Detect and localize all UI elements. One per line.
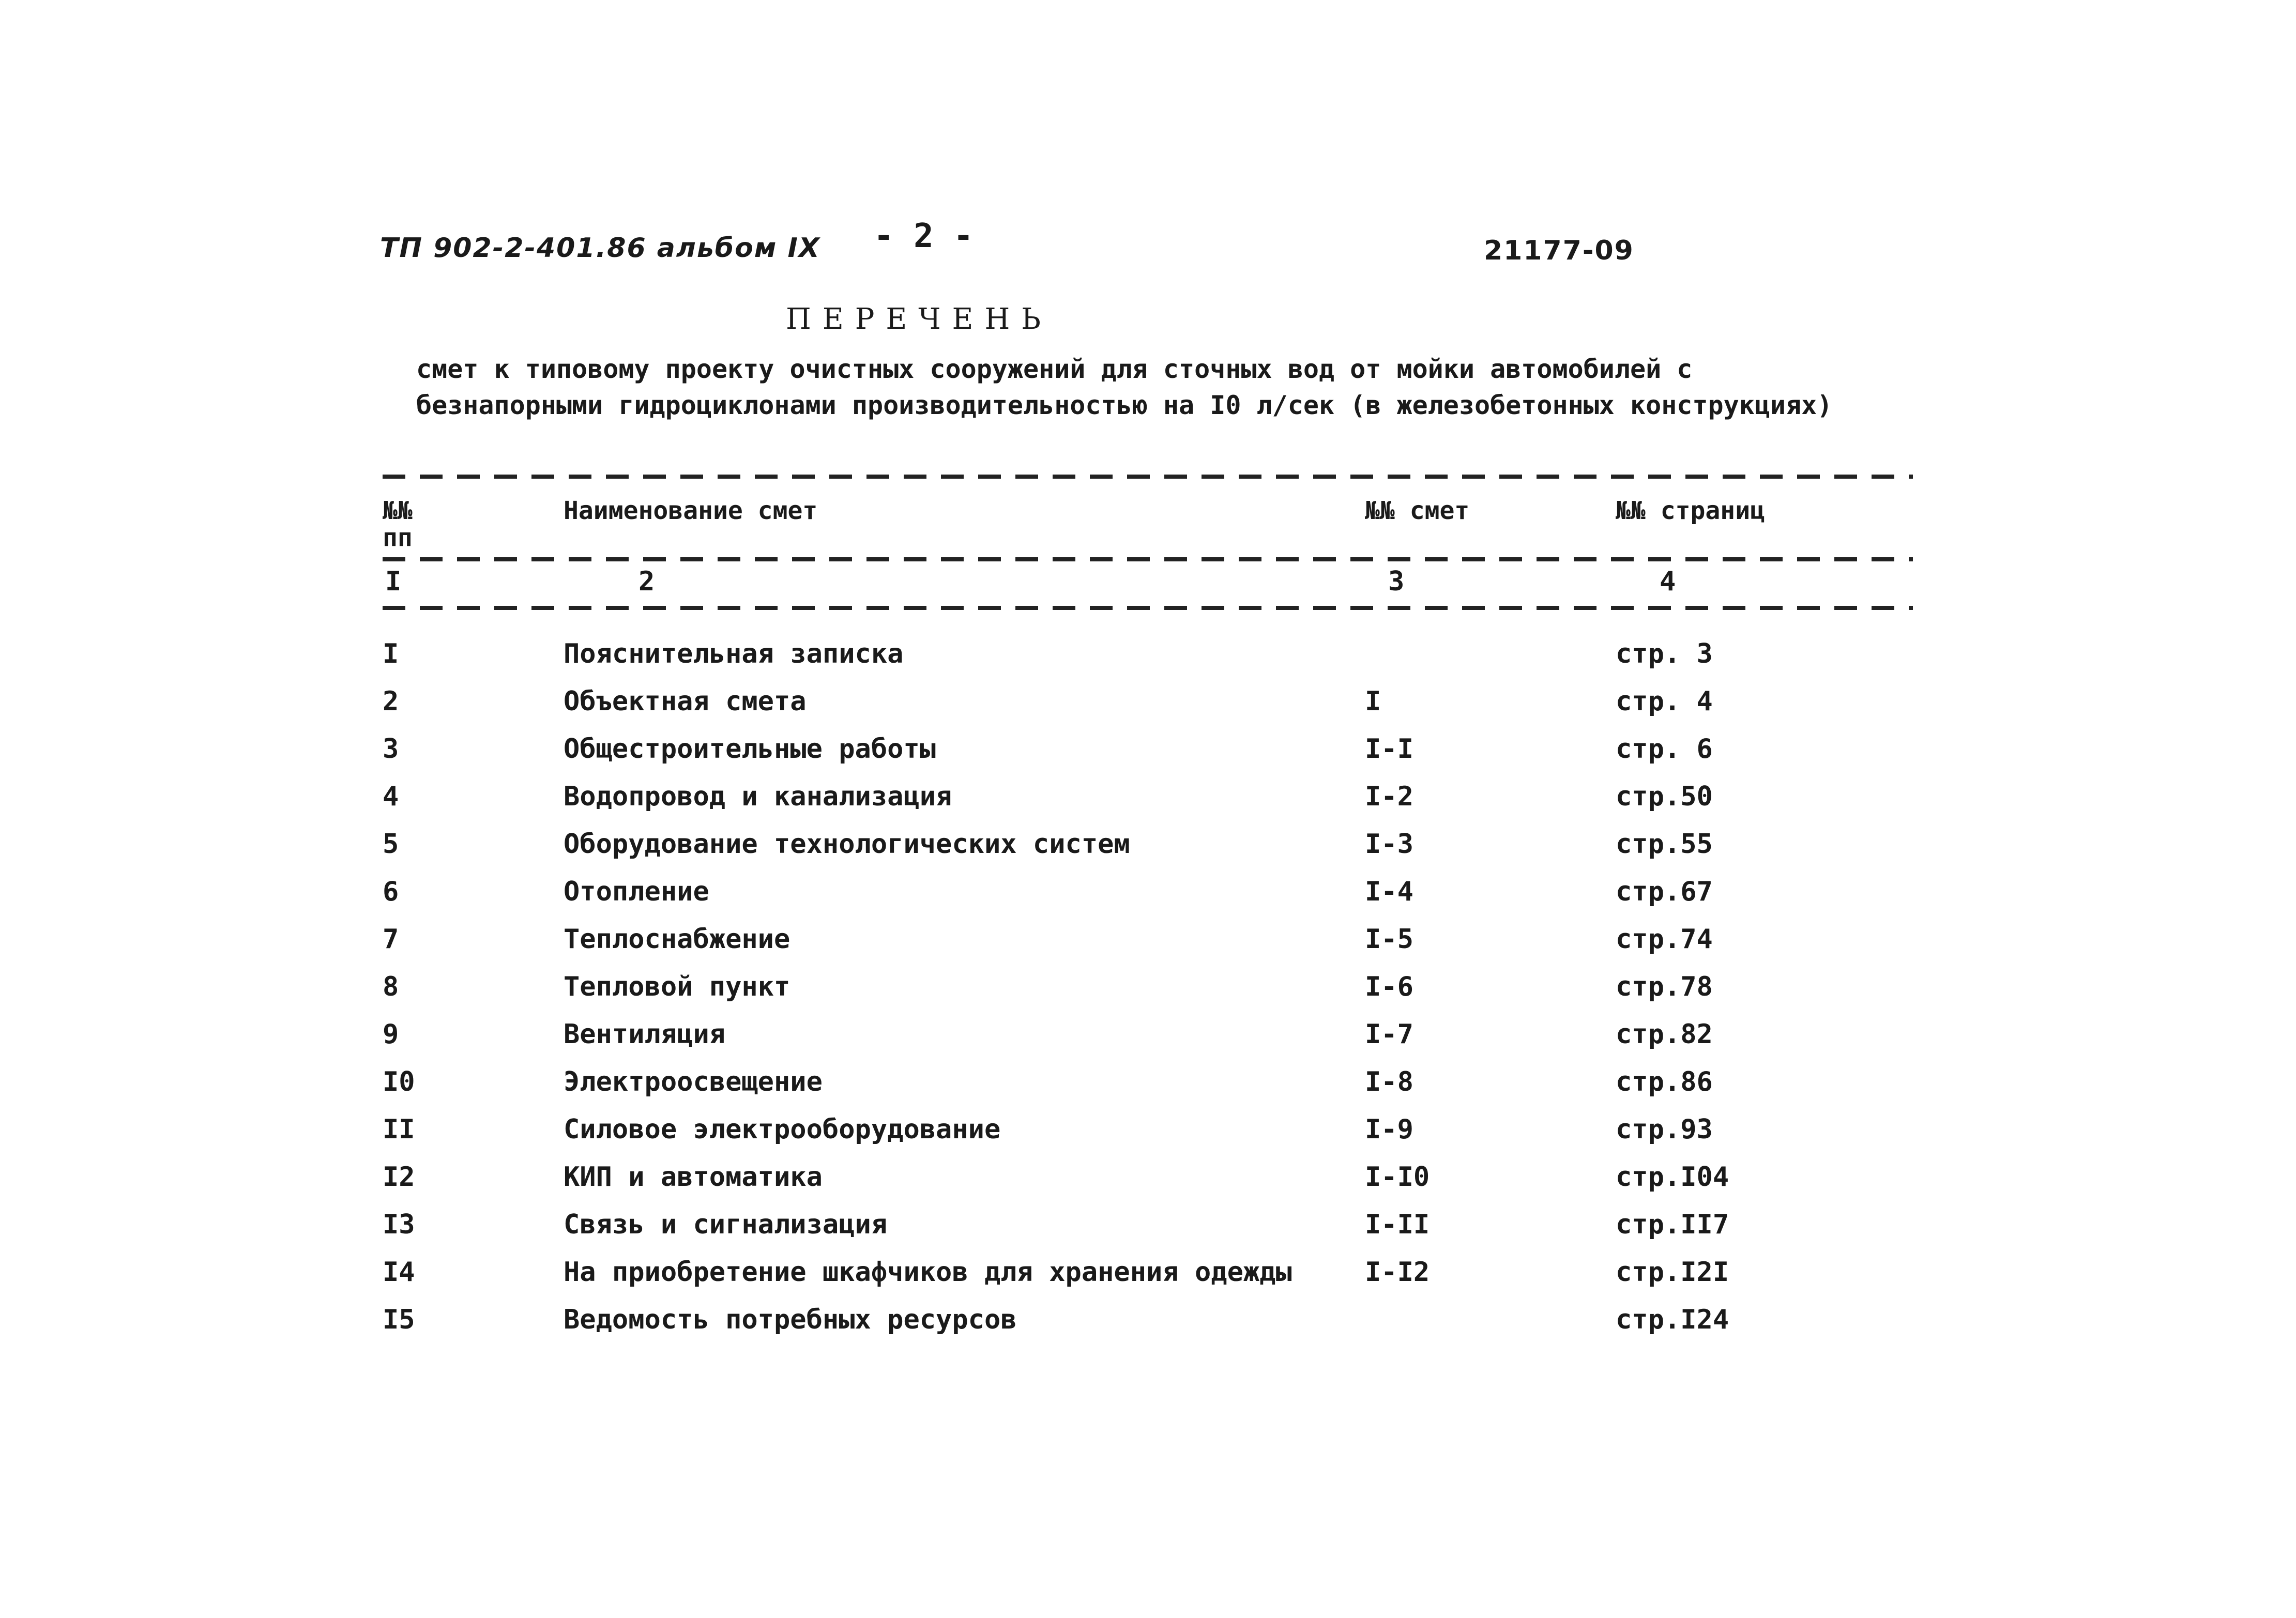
table-row xyxy=(0,829,2296,876)
estimate-name: Теплоснабжение xyxy=(564,924,790,955)
estimate-name: Водопровод и канализация xyxy=(564,781,952,812)
row-number: I3 xyxy=(383,1209,415,1240)
header-page-number: №№ страниц xyxy=(1616,496,1765,525)
estimate-number: I-2 xyxy=(1365,781,1413,812)
row-number: II xyxy=(383,1114,415,1145)
estimate-name: Связь и сигнализация xyxy=(564,1209,888,1240)
page-ref: стр.55 xyxy=(1616,829,1713,860)
page-ref: стр.I2I xyxy=(1616,1257,1729,1288)
estimate-number: I-9 xyxy=(1365,1114,1413,1145)
row-number: 6 xyxy=(383,876,399,907)
row-number: I xyxy=(383,638,399,669)
row-number: 4 xyxy=(383,781,399,812)
table-row xyxy=(0,1114,2296,1162)
table-row xyxy=(0,1304,2296,1352)
row-number: 3 xyxy=(383,734,399,765)
table-row xyxy=(0,781,2296,829)
page-ref: стр. 6 xyxy=(1616,734,1713,765)
table-row xyxy=(0,638,2296,686)
estimate-number: I-4 xyxy=(1365,876,1413,907)
table-row xyxy=(0,971,2296,1019)
row-number: I2 xyxy=(383,1162,415,1193)
page-ref: стр.93 xyxy=(1616,1114,1713,1145)
estimate-name: Объектная смета xyxy=(564,686,807,717)
row-number: 7 xyxy=(383,924,399,955)
header-bottom-rule xyxy=(383,606,1913,610)
album-code: ТП 902-2-401.86 альбом IX xyxy=(380,233,820,264)
page-ref: стр.78 xyxy=(1616,971,1713,1002)
estimate-number: I-3 xyxy=(1365,829,1413,860)
table-row xyxy=(0,1257,2296,1304)
row-number: I5 xyxy=(383,1304,415,1335)
estimate-number: I xyxy=(1365,686,1381,717)
page-ref: стр. 3 xyxy=(1616,638,1713,669)
estimate-name: Силовое электрооборудование xyxy=(564,1114,1001,1145)
row-number: I0 xyxy=(383,1066,415,1097)
page-ref: стр.74 xyxy=(1616,924,1713,955)
page-ref: стр.50 xyxy=(1616,781,1713,812)
estimate-name: Оборудование технологических систем xyxy=(564,829,1130,860)
estimate-name: Отопление xyxy=(564,876,709,907)
estimate-name: Ведомость потребных ресурсов xyxy=(564,1304,1017,1335)
table-row xyxy=(0,1209,2296,1257)
estimate-name: Электроосвещение xyxy=(564,1066,823,1097)
table-row xyxy=(0,1162,2296,1209)
column-number-4: 4 xyxy=(1660,566,1676,597)
column-number-2: 2 xyxy=(638,566,655,597)
estimate-number: I-5 xyxy=(1365,924,1413,955)
page-number: - 2 - xyxy=(874,217,974,255)
table-row xyxy=(0,1066,2296,1114)
page-ref: стр.II7 xyxy=(1616,1209,1729,1240)
header-estimate-name: Наименование смет xyxy=(564,496,818,525)
page-ref: стр.86 xyxy=(1616,1066,1713,1097)
estimate-name: Тепловой пункт xyxy=(564,971,790,1002)
page-title: ПЕРЕЧЕНЬ xyxy=(786,302,1053,336)
row-number: 9 xyxy=(383,1019,399,1050)
page-ref: стр.I04 xyxy=(1616,1162,1729,1193)
column-number-3: 3 xyxy=(1388,566,1405,597)
estimate-number: I-I2 xyxy=(1365,1257,1430,1288)
estimate-name: Вентиляция xyxy=(564,1019,726,1050)
estimate-number: I-II xyxy=(1365,1209,1430,1240)
estimate-name: Общестроительные работы xyxy=(564,734,936,765)
table-row xyxy=(0,1019,2296,1066)
subtitle-line-2: безнапорными гидроциклонами производительностью на I0 л/сек (в железобетонных конструкциях) xyxy=(416,390,1833,420)
table-row xyxy=(0,734,2296,781)
header-mid-rule xyxy=(383,557,1913,561)
table-row xyxy=(0,686,2296,734)
page-ref: стр.82 xyxy=(1616,1019,1713,1050)
header-num-line1: №№ xyxy=(383,496,413,525)
table-row xyxy=(0,876,2296,924)
estimate-number: I-I xyxy=(1365,734,1413,765)
table-row xyxy=(0,924,2296,971)
estimate-name: Пояснительная записка xyxy=(564,638,904,669)
header-estimate-number: №№ смет xyxy=(1365,496,1470,525)
estimate-name: На приобретение шкафчиков для хранения одежды xyxy=(564,1257,1292,1288)
row-number: 2 xyxy=(383,686,399,717)
estimate-number: I-7 xyxy=(1365,1019,1413,1050)
page-ref: стр.67 xyxy=(1616,876,1713,907)
row-number: 8 xyxy=(383,971,399,1002)
row-number: I4 xyxy=(383,1257,415,1288)
estimate-number: I-8 xyxy=(1365,1066,1413,1097)
row-number: 5 xyxy=(383,829,399,860)
header-num-line2: пп xyxy=(383,523,413,552)
estimate-name: КИП и автоматика xyxy=(564,1162,823,1193)
column-number-1: I xyxy=(385,566,402,597)
estimate-number: I-6 xyxy=(1365,971,1413,1002)
document-code: 21177-09 xyxy=(1484,235,1634,266)
table-top-rule xyxy=(383,475,1913,479)
page-ref: стр. 4 xyxy=(1616,686,1713,717)
page-ref: стр.I24 xyxy=(1616,1304,1729,1335)
estimate-number: I-I0 xyxy=(1365,1162,1430,1193)
subtitle-line-1: смет к типовому проекту очистных сооружений для сточных вод от мойки автомобилей с xyxy=(416,354,1693,384)
